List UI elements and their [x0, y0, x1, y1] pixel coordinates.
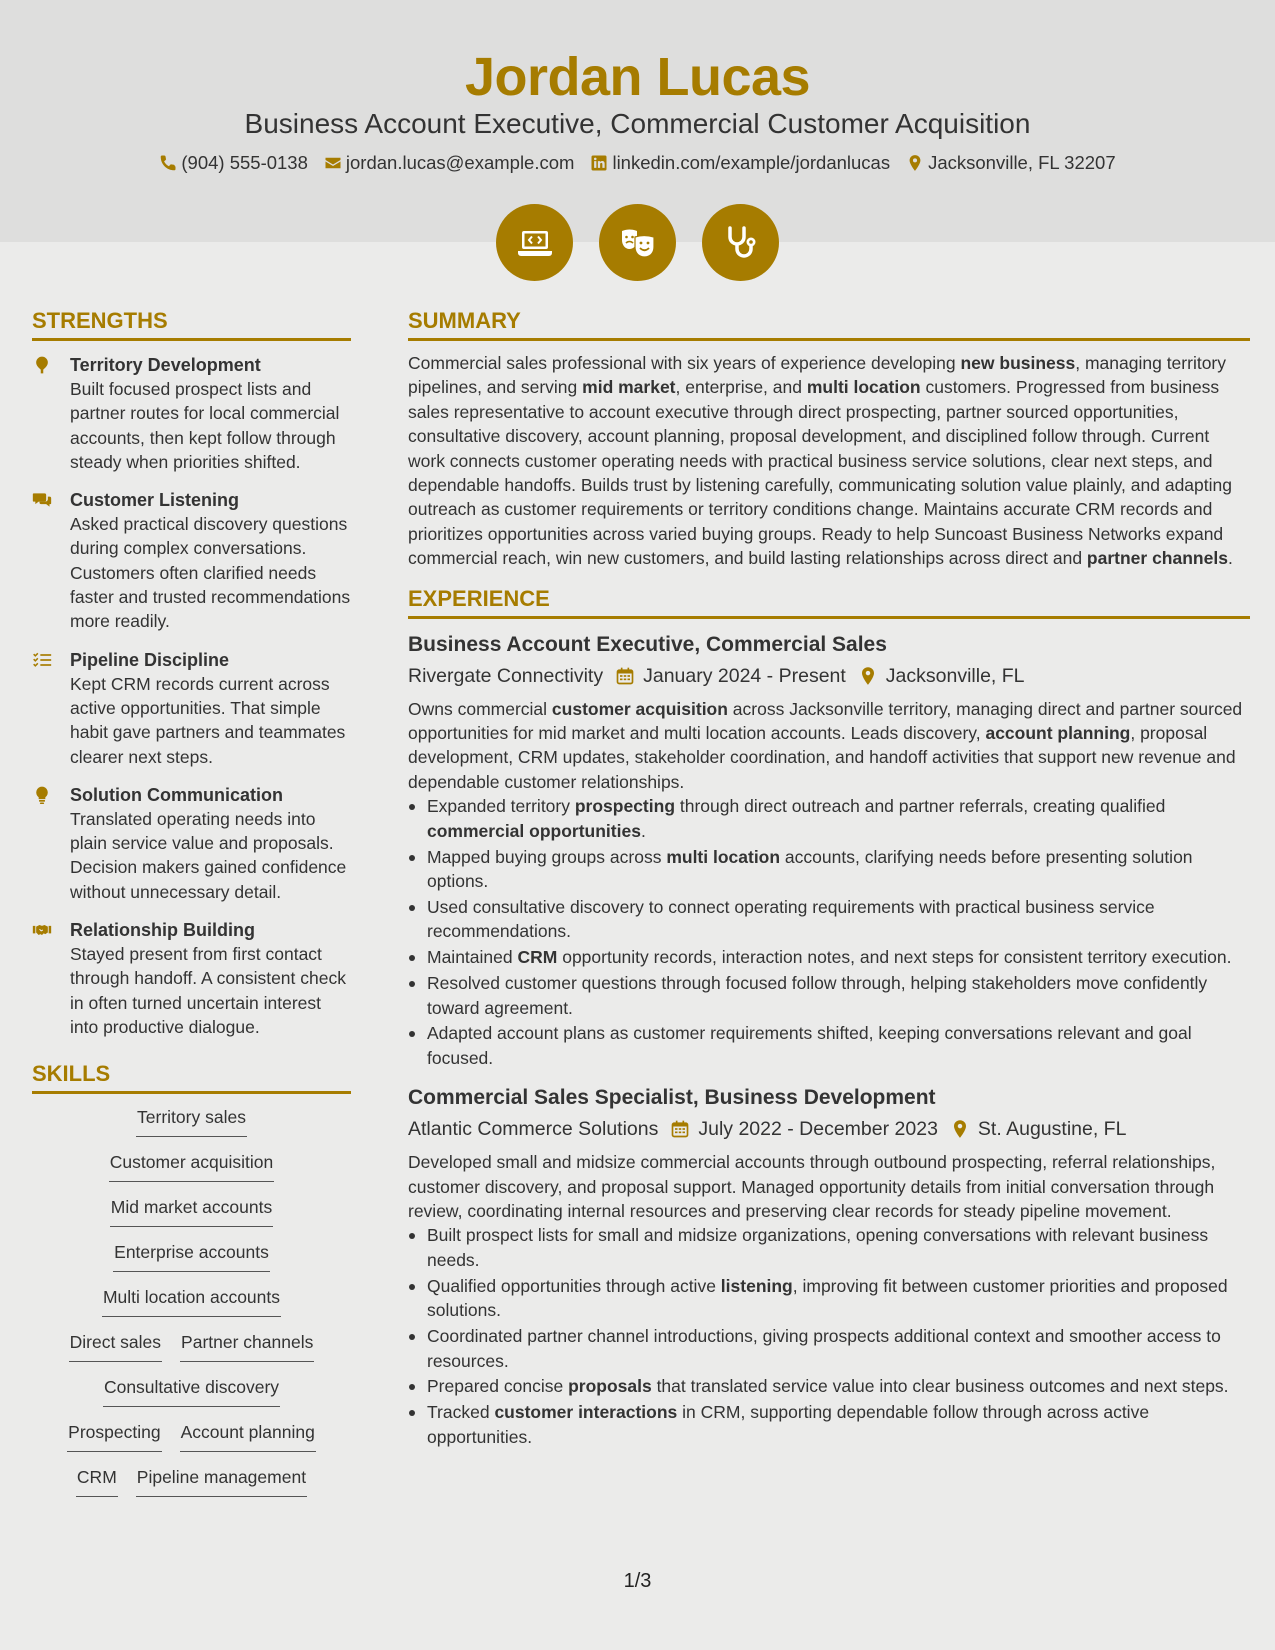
skill-row: [32, 1151, 351, 1182]
bold-keyword: partner channels: [1086, 548, 1228, 569]
skill-tag: Enterprise accounts: [113, 1241, 270, 1272]
skill-tag: Customer acquisition: [109, 1151, 274, 1182]
contact-linkedin[interactable]: [590, 152, 890, 174]
bold-keyword: mid market: [582, 377, 676, 398]
skill-tag: Pipeline management: [136, 1466, 307, 1497]
job-description: Developed small and midsize commercial accounts through outbound prospecting, referral relationships, customer discovery, and proposal support. Managed opportunity details from initial conversation through review, coordinating internal resources and preserving clear records for steady pipeline movement.: [408, 1152, 1216, 1222]
job-bullet: Prepared concise proposals that translated service value into clear business outcomes and next steps.: [408, 1374, 1250, 1398]
bold-keyword: commercial opportunities: [427, 820, 641, 841]
skills-heading: SKILLS: [32, 1061, 351, 1094]
experience-heading: EXPERIENCE: [408, 586, 1250, 619]
strength-item: [32, 353, 351, 474]
skill-tag: Territory sales: [136, 1106, 247, 1137]
location-text: Jacksonville, FL 32207: [928, 152, 1116, 173]
strength-title: Pipeline Discipline: [70, 649, 230, 670]
strengths-list: [32, 353, 351, 1039]
skill-tag: Consultative discovery: [103, 1376, 280, 1407]
job-bullet: Qualified opportunities through active listening, improving fit between customer priorities and proposed solutions.: [408, 1274, 1250, 1323]
skill-row: [32, 1241, 351, 1272]
strength-item: [32, 783, 351, 904]
bold-keyword: multi location: [806, 377, 921, 398]
phone-text: (904) 555-0138: [181, 152, 308, 173]
job-title: Commercial Sales Specialist, Business Development: [408, 1086, 936, 1110]
job-bullet: Tracked customer interactions in CRM, supporting dependable follow through across active opportunities.: [408, 1400, 1250, 1449]
contact-bar: [0, 152, 1275, 174]
email-text: jordan.lucas@example.com: [345, 152, 575, 173]
job-description: Owns commercial customer acquisition across Jacksonville territory, managing direct and partner sourced opportunities for mid market and multi location accounts. Leads discovery, account planning, proposal development, CRM updates, stakeholder coordination, and handoff activities that support new revenue and dependable customer relationships.: [408, 698, 1243, 792]
calendar-icon: [670, 1119, 690, 1139]
job-location: St. Augustine, FL: [977, 1118, 1127, 1141]
bold-keyword: customer interactions: [494, 1402, 678, 1423]
job-location: Jacksonville, FL: [885, 664, 1025, 687]
skill-row: [32, 1286, 351, 1317]
interest-circle-theater: [599, 204, 676, 281]
skill-row: [32, 1106, 351, 1137]
job-bullet: Maintained CRM opportunity records, interaction notes, and next steps for consistent territory execution.: [408, 945, 1250, 969]
contact-email[interactable]: [324, 152, 575, 174]
skill-row: [32, 1196, 351, 1227]
skill-tag: Prospecting: [67, 1421, 161, 1452]
skill-row: [32, 1466, 351, 1497]
interest-icons: [0, 204, 1275, 281]
strength-title: Solution Communication: [70, 784, 283, 805]
skill-row: [32, 1376, 351, 1407]
strength-title: Relationship Building: [70, 920, 255, 941]
strength-title: Customer Listening: [70, 490, 240, 511]
job-bullet: Expanded territory prospecting through direct outreach and partner referrals, creating qualified commercial opportunities.: [408, 794, 1250, 843]
contact-phone[interactable]: [159, 152, 308, 174]
skill-tag: Account planning: [180, 1421, 316, 1452]
skill-row: [32, 1331, 351, 1362]
bold-keyword: multi location: [666, 846, 781, 867]
strength-description: Kept CRM records current across active opportunities. That simple habit gave partners and teammates clearer next steps.: [70, 673, 346, 767]
job-meta: [408, 1114, 1250, 1144]
bold-keyword: prospecting: [574, 796, 676, 817]
skill-tag: Partner channels: [180, 1331, 314, 1362]
bold-keyword: account planning: [985, 723, 1131, 744]
handshake-icon: [32, 918, 70, 1039]
skill-tag: Direct sales: [69, 1331, 162, 1362]
strength-item: [32, 488, 351, 633]
lightbulb-icon: [32, 783, 70, 904]
job-bullet: Resolved customer questions through focused follow through, helping stakeholders move confidently toward agreement.: [408, 971, 1250, 1020]
strength-description: Asked practical discovery questions during complex conversations. Customers often clarified needs faster and trusted recommendations more readily.: [70, 514, 351, 632]
job-bullet: Used consultative discovery to connect operating requirements with practical business service recommendations.: [408, 895, 1250, 944]
strength-description: Built focused prospect lists and partner routes for local commercial accounts, then kept follow through steady when priorities shifted.: [70, 379, 340, 472]
list-check-icon: [32, 648, 70, 769]
job-bullet: Coordinated partner channel introductions, giving prospects additional context and smoother access to resources.: [408, 1324, 1250, 1373]
comments-icon: [32, 488, 70, 633]
job-bullet: Mapped buying groups across multi location accounts, clarifying needs before presenting solution options.: [408, 845, 1250, 894]
envelope-icon: [324, 154, 342, 172]
company-name: Atlantic Commerce Solutions: [408, 1118, 659, 1141]
left-column: [32, 308, 351, 1511]
map-marker-icon: [858, 666, 878, 686]
job-bullets: [408, 1223, 1250, 1449]
job-meta: [408, 661, 1250, 691]
right-column: [408, 308, 1250, 1451]
job-bullet: Adapted account plans as customer requirements shifted, keeping conversations relevant and goal focused.: [408, 1021, 1250, 1070]
interest-circle-tech: [496, 204, 573, 281]
contact-location: [906, 152, 1116, 174]
page-number: 1/3: [623, 1570, 652, 1592]
job-title: Business Account Executive, Commercial Sales: [408, 632, 887, 656]
job-bullets: [408, 794, 1250, 1070]
linkedin-text: linkedin.com/example/jordanlucas: [612, 152, 891, 173]
bold-keyword: new business: [960, 353, 1076, 373]
stethoscope-icon: [721, 223, 761, 263]
skill-tag: Multi location accounts: [102, 1286, 281, 1317]
candidate-name: Jordan Lucas: [464, 47, 811, 107]
bold-keyword: proposals: [568, 1376, 652, 1397]
skills-list: [32, 1106, 351, 1497]
skill-row: [32, 1421, 351, 1452]
strength-item: [32, 648, 351, 769]
job-entry: [408, 1084, 1250, 1449]
strength-title: Territory Development: [70, 355, 261, 375]
summary-text: Commercial sales professional with six years of experience developing new business, managing territory pipelines, and serving mid market, enterprise, and multi location customers. Progressed from business sales representative to account executive through direct prospecting, partner sourced opportunities, consultative discovery, account planning, proposal development, and disciplined follow through. Current work connects customer operating needs with practical business service solutions, clear next steps, and dependable handoffs. Builds trust by listening carefully, communicating solution value plainly, and adapting outreach as customer requirements or territory conditions change. Maintains accurate CRM records and prioritizes opportunities across varied buying groups. Ready to help Suncoast Business Networks expand commercial reach, win new customers, and build lasting relationships across direct and partner channels.: [408, 353, 1233, 569]
bold-keyword: CRM: [517, 947, 558, 968]
summary-heading: SUMMARY: [408, 308, 1250, 341]
company-name: Rivergate Connectivity: [408, 664, 604, 687]
map-marker-icon: [950, 1119, 970, 1139]
job-entry: [408, 631, 1250, 1071]
strengths-heading: STRENGTHS: [32, 308, 351, 341]
skill-tag: Mid market accounts: [110, 1196, 273, 1227]
job-dates: January 2024 - Present: [643, 664, 846, 687]
interest-circle-medical: [702, 204, 779, 281]
bold-keyword: customer acquisition: [551, 698, 728, 719]
job-dates: July 2022 - December 2023: [698, 1118, 938, 1141]
phone-icon: [159, 154, 177, 172]
linkedin-icon: [590, 154, 608, 172]
laptop-code-icon: [515, 223, 555, 263]
theater-masks-icon: [618, 223, 658, 263]
calendar-icon: [615, 666, 635, 686]
strength-description: Translated operating needs into plain service value and proposals. Decision makers gained confidence without unnecessary detail.: [70, 808, 347, 902]
bold-keyword: listening: [720, 1275, 793, 1296]
skill-tag: CRM: [76, 1466, 118, 1497]
strength-item: [32, 918, 351, 1039]
map-pin-icon: [32, 353, 70, 474]
experience-list: [408, 631, 1250, 1449]
candidate-title: Business Account Executive, Commercial Customer Acquisition: [244, 108, 1031, 139]
map-marker-icon: [906, 154, 924, 172]
job-bullet: Built prospect lists for small and midsize organizations, opening conversations with relevant business needs.: [408, 1223, 1250, 1272]
strength-description: Stayed present from first contact through handoff. A consistent check in often turned uncertain interest into productive dialogue.: [70, 944, 346, 1037]
